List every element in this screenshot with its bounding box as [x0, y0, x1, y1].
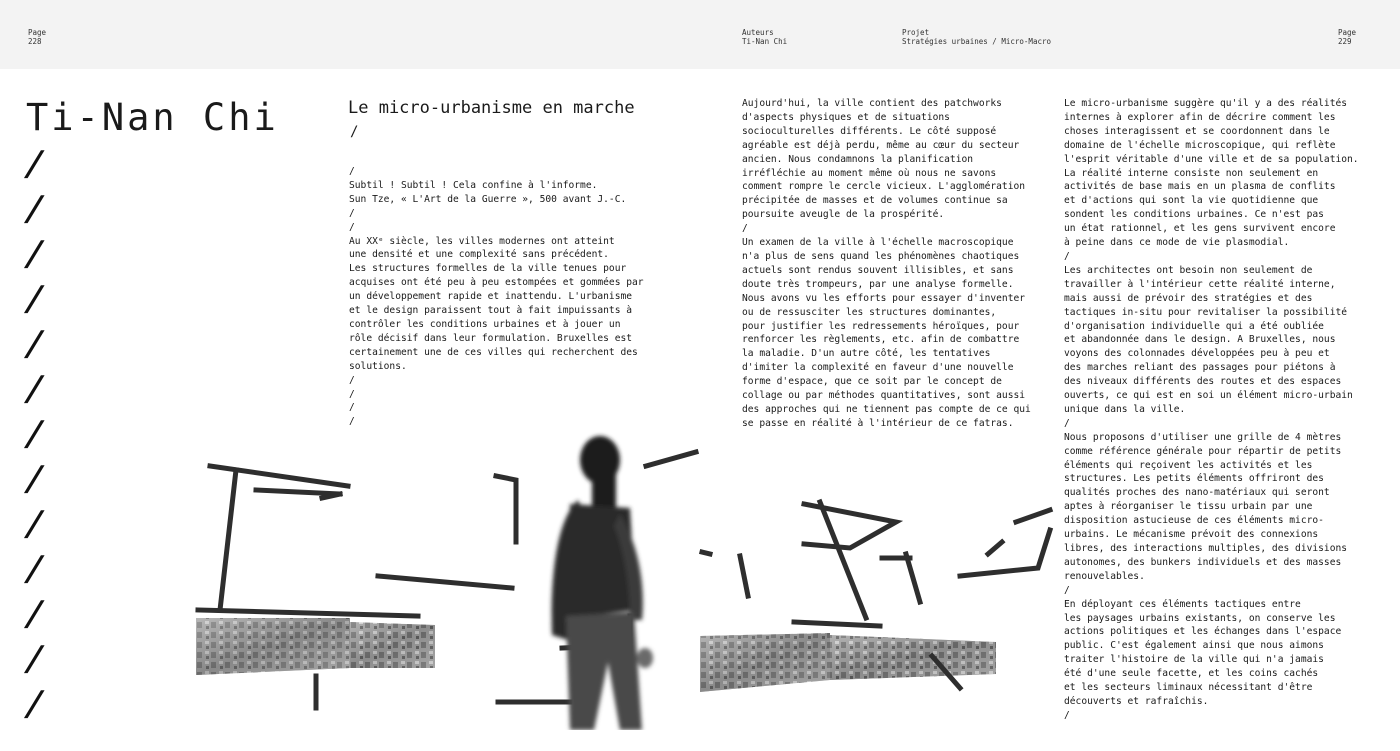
slash-glyph: /: [21, 414, 48, 454]
article-column-3: Le micro-urbanisme suggère qu'il y a des réalités internes à explorer afin de décrire comment les choses interagissent et se coordonnent dans le domaine de l'échelle microscopique, qui reflète l'esprit véritable d'une ville et de sa population. La réalité interne consiste non seulement en activités de base mais en un plasma de conflits et d'actions qui sont la vie quotidienne que sondent les conditions urbaines. Ce n'est pas un état rationnel, et les gens survivent encore à peine dans ce mode de vie plasmodial. / Les architectes ont besoin non seulement de travailler à l'intérieur cette réalité interne, mais aussi de prévoir des stratégies et des tactiques in-situ pour revitaliser la possibilité d'organisation individuelle qui a été oubliée et abandonnée dans le design. A Bruxelles, nous voyons des colonnades développées peu à peu et des marches reliant des passages pour piétons à des niveaux différents des routes et des espaces ouverts, ce qui est en soi un élément micro-urbain unique dans la ville. / Nous proposons d'utiliser une grille de 4 mètres comme référence générale pour répartir de petits éléments qui reçoivent les activités et les structures. Les petits éléments offriront des qualités proches des nano-matériaux qui seront aptes à réorganiser le tissu urbain par une disposition astucieuse de ces éléments micro- urbains. Le mécanisme prévoit des connexions libres, des interactions multiples, des divisions autonomes, des bunkers individuels et des masses renouvelables. / En déployant ces éléments tactiques entre les paysages urbains existants, on conserve les actions politiques et les échanges dans l'espace public. C'est également ainsi que nous aimons traiter l'histoire de la ville qui n'a jamais été d'une seule facette, et les coins cachés et les secteurs liminaux nécessitant d'être découverts et rafraîchis. /: [1064, 98, 1359, 721]
slash-glyph: /: [21, 234, 48, 274]
right-page-number: Page 229: [1338, 28, 1357, 46]
collage-illustration: [190, 430, 1060, 730]
slash-glyph: /: [21, 504, 48, 544]
article-column-1: / Subtil ! Subtil ! Cela confine à l'informe. Sun Tze, « L'Art de la Guerre », 500 avant J.-C. / / Au XXᵉ siècle, les villes modernes ont atteint une densité et une complexité sans précédent. Les structures formelles de la ville tenues pour acquises ont été peu à peu estompées et gommées par un développement rapide et inattendu. L'urbanisme et le design paraissent tout à fait impuissants à contrôler les conditions urbaines et à jouer un rôle décisif dans leur formulation. Bruxelles est certainement une de ces villes qui recherchent des solutions. / / / /: [349, 166, 644, 428]
authors-label: Auteurs Ti-Nan Chi: [742, 28, 788, 46]
subtitle-slash: /: [350, 124, 359, 140]
article-column-2: Aujourd'hui, la ville contient des patchworks d'aspects physiques et de situations socioculturelles différents. Le côté supposé agréable est déjà perdu, même au cœur du secteur ancien. Nous condamnons la planification irréfléchie au moment même où nous ne savons comment rompre le cercle vicieux. L'agglomération précipitée de masses et de volumes continue sa poursuite aveugle de la prospérité. / Un examen de la ville à l'échelle macroscopique n'a plus de sens quand les phénomènes chaotiques actuels sont rendus souvent illisibles, et sans doute très trompeurs, par une analyse formelle. Nous avons vu les efforts pour essayer d'inventer ou de ressusciter les structures dominantes, pour justifier les redressements héroïques, pour renforcer les règlements, etc. afin de combattre la maladie. D'un autre côté, les tentatives d'imiter la complexité en faveur d'une nouvelle forme d'espace, que ce soit par le concept de collage ou par méthodes quantitatives, sont aussi des approches qui ne tiennent pas compte de ce qui se passe en réalité à l'intérieur de ce fatras.: [742, 98, 1031, 429]
article-subtitle: Le micro-urbanisme en marche: [348, 98, 635, 118]
project-label: Projet Stratégies urbaines / Micro-Macro: [902, 28, 1052, 46]
slash-glyph: /: [21, 459, 48, 499]
slash-glyph: /: [21, 549, 48, 589]
page-header: [0, 0, 1400, 69]
slash-glyph: /: [21, 594, 48, 634]
left-page-number: Page 228: [28, 28, 47, 46]
slash-glyph: /: [21, 144, 48, 184]
slash-glyph: /: [21, 639, 48, 679]
slash-glyph: /: [21, 684, 48, 724]
slash-glyph: /: [21, 324, 48, 364]
slash-glyph: /: [21, 369, 48, 409]
city-photo-strip-left: [196, 618, 435, 675]
slash-glyph: /: [21, 189, 48, 229]
slash-glyph: /: [21, 279, 48, 319]
city-photo-strip-right: [700, 633, 996, 692]
decorative-slash-column: [21, 142, 54, 727]
author-title: Ti-Nan Chi: [26, 96, 279, 139]
walking-figure: [552, 436, 653, 730]
